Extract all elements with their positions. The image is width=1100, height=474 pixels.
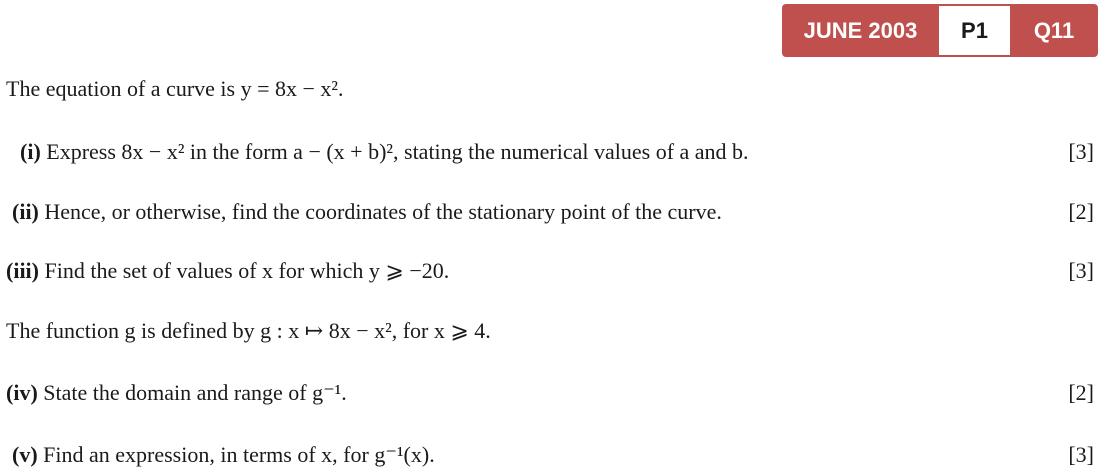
part-ii [12, 199, 722, 225]
part-i-marks: [3] [1068, 139, 1094, 164]
part-text: State the domain and range of g⁻¹. [43, 380, 347, 405]
part-iv-marks: [2] [1068, 380, 1094, 405]
function-definition: The function g is defined by g : x ↦ 8x − x², for x ⩾ 4. [6, 318, 491, 343]
part-iv [6, 380, 347, 406]
paper-label: P1 [939, 6, 1010, 55]
exam-date-label: JUNE 2003 [803, 18, 918, 43]
part-iii-marks: [3] [1068, 258, 1094, 283]
part-i [20, 139, 749, 165]
part-ii-marks: [2] [1068, 199, 1094, 224]
part-text: Find an expression, in terms of x, for g⁻¹(x). [43, 442, 435, 467]
curve-equation-intro: The equation of a curve is y = 8x − x². [6, 76, 344, 101]
question-number-label: Q11 [1033, 18, 1075, 43]
part-text: Express 8x − x² in the form a − (x + b)², stating the numerical values of a and b. [46, 139, 749, 164]
part-text: Find the set of values of x for which y ⩾ −20. [44, 258, 450, 283]
question-badge [782, 4, 1098, 57]
part-iii [6, 258, 449, 284]
part-label: (iv) [6, 380, 38, 405]
part-v-marks: [3] [1068, 442, 1094, 467]
part-v [12, 442, 435, 468]
part-label: (i) [20, 139, 41, 164]
part-label: (iii) [6, 258, 39, 283]
part-label: (v) [12, 442, 38, 467]
part-text: Hence, or otherwise, find the coordinates of the stationary point of the curve. [44, 199, 722, 224]
part-label: (ii) [12, 199, 39, 224]
